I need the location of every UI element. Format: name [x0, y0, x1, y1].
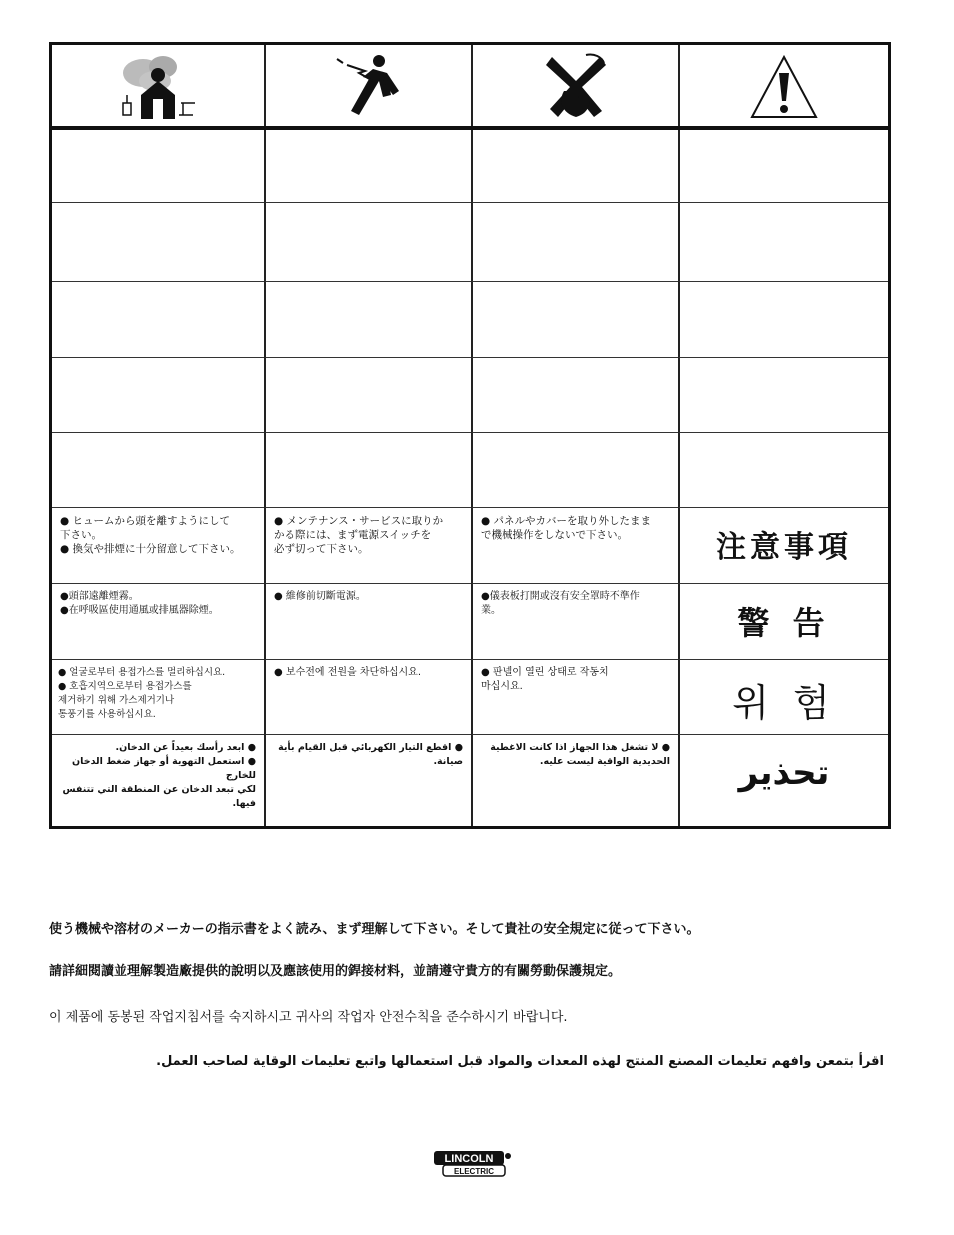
warning-cell-kr-shock: [264, 659, 471, 734]
empty-cell: [471, 281, 678, 357]
empty-cell: [471, 432, 678, 507]
warning-cell-cn-parts: [471, 583, 678, 659]
warning-cell-ar-fumes: [52, 734, 264, 826]
instruction-korean: 이 제품에 동봉된 작업지침서를 숙지하시고 귀사의 작업자 안전수칙을 준수하시기 바랍니다.: [49, 1010, 568, 1025]
warning-label: 注意事項: [716, 530, 852, 565]
header-cell-shock: [264, 45, 471, 126]
warning-cell-kr-fumes: [52, 659, 264, 734]
warning-cell-jp-parts: [471, 507, 678, 583]
warning-text: ●儀表板打開或沒有安全罩時不準作 業。: [481, 591, 640, 616]
warning-text: ● ابعد رأسك بعيداً عن الدخان. ● استعمل التهوية أو جهاز ضغط الدخان للخارج لكي تبعد الدخان عن المنطقة التي تتنفس فيها.: [62, 742, 256, 809]
warning-cell-cn-fumes: [52, 583, 264, 659]
empty-cell: [264, 130, 471, 202]
warning-cell-jp-fumes: [52, 507, 264, 583]
warning-triangle-icon: [748, 51, 820, 123]
empty-cell: [678, 281, 888, 357]
warning-text: ● لا تشغل هذا الجهاز اذا كانت الاغطية الحديدية الواقية ليست عليه.: [490, 742, 670, 767]
moving-parts-icon: [536, 51, 616, 121]
instruction-arabic: اقرأ بتمعن وافهم تعليمات المصنع المنتج لهذه المعدات والمواد قبل استعمالها واتبع تعليمات الوقاية لصاحب العمل.: [156, 1054, 884, 1069]
warning-text: ● メンテナンス・サービスに取りか かる際には、まず電源スイッチを 必ず切って下さい。: [274, 515, 444, 555]
label-cell-cn: [678, 583, 888, 659]
empty-cell: [52, 357, 264, 432]
warning-label: تحذير: [738, 753, 830, 793]
empty-cell: [52, 432, 264, 507]
empty-cell: [52, 130, 264, 202]
empty-cell: [678, 357, 888, 432]
empty-cell: [264, 432, 471, 507]
label-cell-ar: [678, 734, 888, 826]
warning-text: ●頭部遠離煙霧。 ●在呼吸區使用通風或排風器除煙。: [60, 591, 219, 616]
svg-text:LINCOLN: LINCOLN: [444, 1153, 494, 1165]
label-cell-kr: [678, 659, 888, 734]
empty-cell: [264, 281, 471, 357]
lincoln-electric-logo: [433, 1150, 513, 1178]
empty-cell: [471, 357, 678, 432]
empty-cell: [52, 202, 264, 281]
warning-label: 警 告: [737, 604, 831, 642]
header-cell-moving-parts: [471, 45, 678, 126]
warning-cell-jp-shock: [264, 507, 471, 583]
warning-text: ● اقطع التيار الكهربائي قبل القيام بأية صيانة.: [278, 742, 463, 767]
label-cell-jp: [678, 507, 888, 583]
warning-cell-ar-shock: [264, 734, 471, 826]
empty-cell: [264, 202, 471, 281]
warning-text: ● 維修前切斷電源。: [274, 591, 366, 602]
svg-text:ELECTRIC: ELECTRIC: [454, 1167, 494, 1176]
warning-cell-ar-parts: [471, 734, 678, 826]
warning-text: ● 보수전에 전원을 차단하십시요.: [274, 667, 422, 678]
warning-cell-kr-parts: [471, 659, 678, 734]
warning-text: ● 판넬이 열린 상태로 작동치 마십시요.: [481, 667, 609, 692]
warning-cell-cn-shock: [264, 583, 471, 659]
empty-cell: [471, 202, 678, 281]
fumes-icon: [113, 51, 203, 121]
empty-cell: [678, 202, 888, 281]
instruction-chinese: 請詳細閱讀並理解製造廠提供的說明以及應該使用的銲接材料，並請遵守貴方的有關勞動保護規定。: [49, 964, 622, 979]
empty-cell: [52, 281, 264, 357]
safety-table: [49, 42, 891, 829]
warning-text: ● パネルやカバーを取り外したまま で機械操作をしないで下さい。: [481, 515, 651, 541]
header-cell-fumes: [52, 45, 264, 126]
warning-text: ● ヒュームから頭を離すようにして 下さい。 ● 換気や排煙に十分留意して下さい。: [60, 515, 241, 555]
instruction-japanese: 使う機械や溶材のメーカーの指示書をよく読み、まず理解して下さい。そして貴社の安全規定に従って下さい。: [49, 922, 700, 937]
empty-cell: [471, 130, 678, 202]
empty-cell: [678, 130, 888, 202]
warning-text: ● 얼굴로부터 용접가스를 멀리하십시요. ● 호흡지역으로부터 용접가스를 제거하기 위해 가스제거기나 통풍기를 사용하십시요.: [58, 667, 226, 720]
empty-cell: [264, 357, 471, 432]
electric-shock-icon: [329, 51, 409, 121]
empty-cell: [678, 432, 888, 507]
warning-label: 위 험: [732, 681, 836, 725]
header-cell-warning: [678, 45, 888, 126]
